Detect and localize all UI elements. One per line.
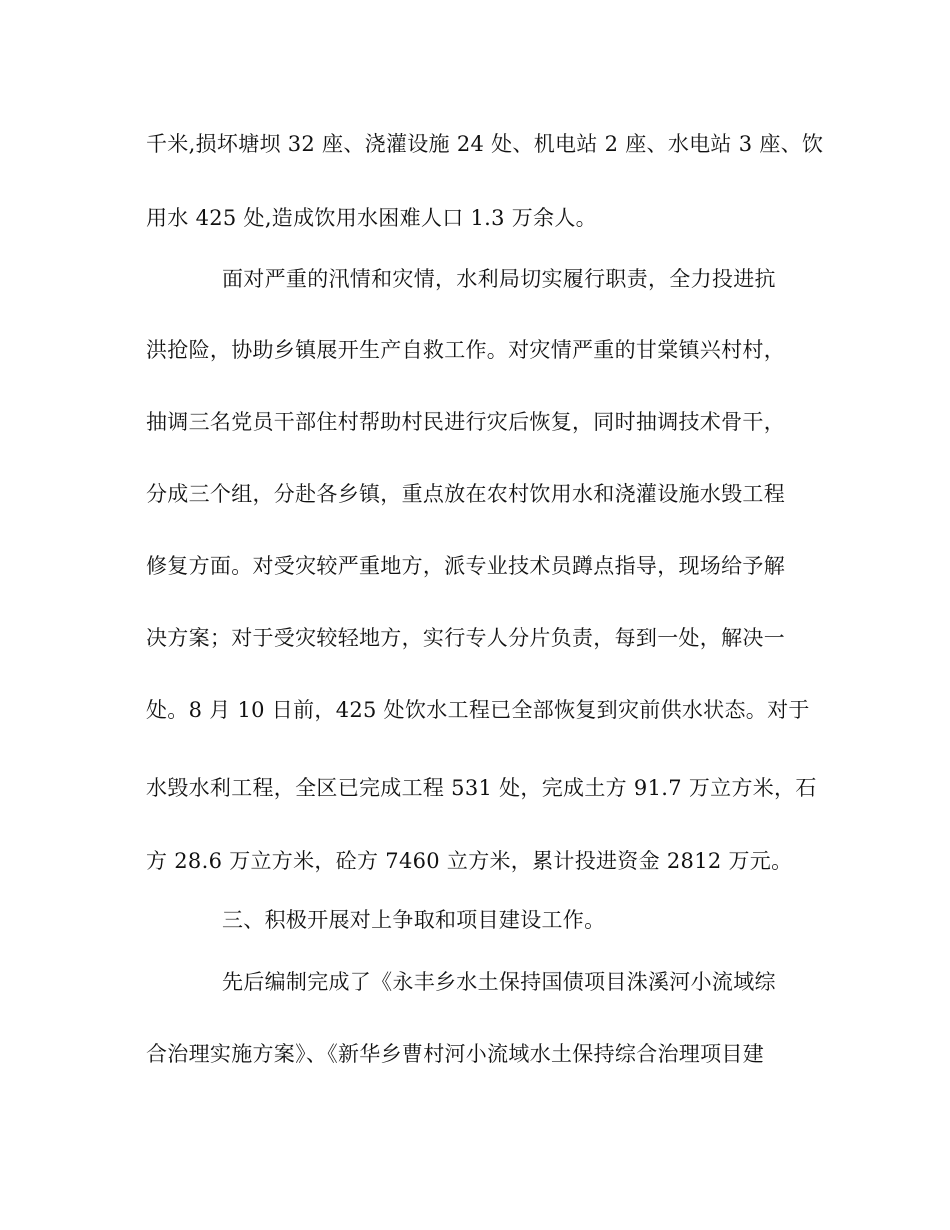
- section-heading: 三、积极开展对上争取和项目建设工作。: [222, 908, 606, 932]
- text-line: 抽调三名党员干部住村帮助村民进行灾后恢复，同时抽调技术骨干，: [146, 410, 785, 434]
- text-line: 水毁水利工程，全区已完成工程 531 处，完成土方 91.7 万立方米，石: [146, 776, 817, 800]
- text-line: 千米,损坏塘坝 32 座、浇灌设施 24 处、机电站 2 座、水电站 3 座、饮: [146, 132, 824, 156]
- text-line: 洪抢险，协助乡镇展开生产自救工作。对灾情严重的甘棠镇兴村村，: [146, 338, 785, 362]
- text-line: 处。8 月 10 日前，425 处饮水工程已全部恢复到灾前供水状态。对于: [146, 698, 810, 722]
- text-line: 用水 425 处,造成饮用水困难人口 1.3 万余人。: [146, 206, 597, 230]
- text-line: 决方案；对于受灾较轻地方，实行专人分片负责，每到一处，解决一: [146, 626, 785, 650]
- paragraph-start-line: 面对严重的汛情和灾情，水利局切实履行职责，全力投进抗: [222, 267, 776, 291]
- text-line: 修复方面。对受灾较严重地方，派专业技术员蹲点指导，现场给予解: [146, 554, 785, 578]
- text-line: 方 28.6 万立方米，砼方 7460 立方米，累计投进资金 2812 万元。: [146, 849, 793, 873]
- text-line: 合治理实施方案》、《新华乡曹村河小流域水土保持综合治理项目建: [146, 1042, 764, 1066]
- paragraph-start-line: 先后编制完成了《永丰乡水土保持国债项目洙溪河小流域综: [222, 970, 776, 994]
- text-line: 分成三个组，分赴各乡镇，重点放在农村饮用水和浇灌设施水毁工程: [146, 482, 785, 506]
